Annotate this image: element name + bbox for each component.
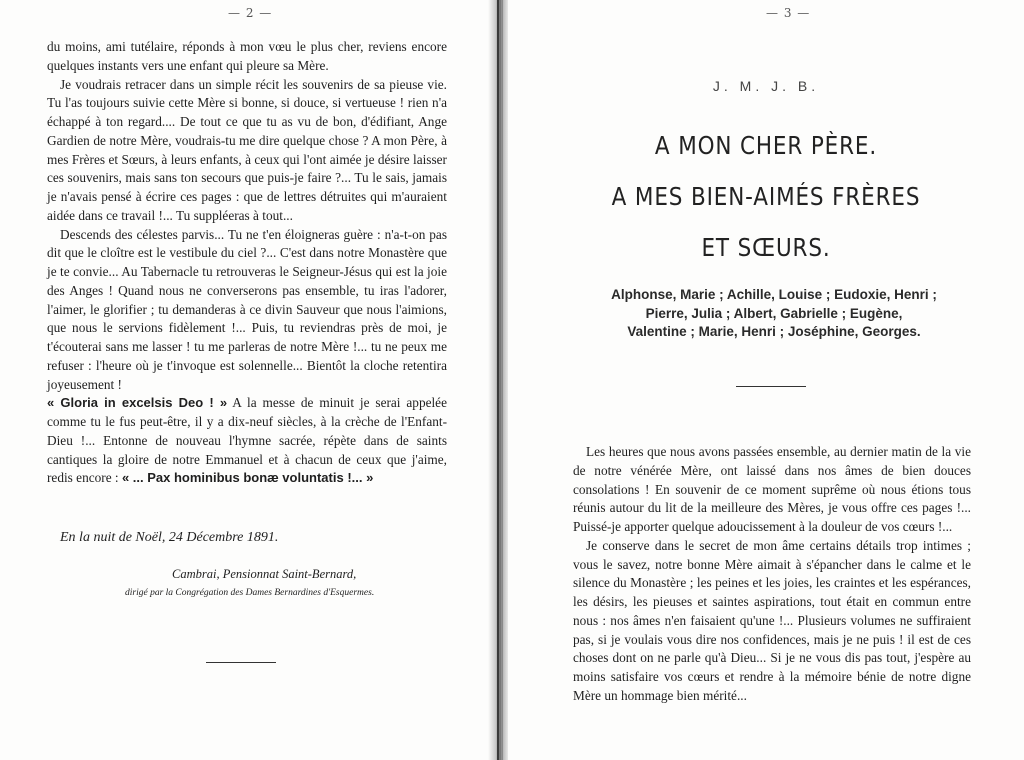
directed-line: dirigé par la Congrégation des Dames Bernardines d'Esquermes.: [125, 588, 375, 598]
pax-phrase: « ... Pax hominibus bonæ voluntatis !... »: [121, 470, 374, 486]
right-paragraph-2: Je conserve dans le secret de mon âme certains détails trop intimes ; vous le savez, notre bonne Mère aimait à s'épancher dans le calme et le silence du Monastère ; les peines et les joies, les craintes et les espérances, les désirs, les pieuses et saintes aspirations, tout était en commun entre nous : nos âmes n'en faisaient qu'une !... Plusieurs volumes ne suffiraient pas, si je voulais vous dire nos confidences, mais je ne puis ! il est de ces choses dont on ne parle qu'à Dieu... Si je ne vous dis pas tout, j'espère au moins satisfaire vos cœurs et rendre à la mémoire bénie de notre digne Mère un hommage bien mérité...: [573, 537, 971, 703]
page-number-left: — 2 —: [228, 6, 273, 20]
family-names: [574, 286, 974, 342]
place-line: Cambrai, Pensionnat Saint-Bernard,: [172, 567, 357, 581]
date-line: En la nuit de Noël, 24 Décembre 1891.: [60, 530, 279, 545]
left-paragraph-4-text: A la messe de minuit je serai appelée comme tu le fus peut-être, il y a dix-neuf siècles, à la crèche de l'Enfant-Dieu !... Entonne de nouveau l'hymne sacrée, répète dans de saints cantiques la gloire de notre Emmanuel et à chacun de ceux que j'aime, redis encore :: [47, 395, 447, 486]
left-paragraph-3: Descends des célestes parvis... Tu ne t'en éloigneras guère : n'a-t-on pas dit que le cloître est le vestibule du ciel ?... C'est dans notre Monastère que je te convie... Au Tabernacle tu retrouveras le Seigneur-Jésus qui est la joie des Anges ! Quand nous ne converserons pas ensemble, tu iras l'adorer, l'aimer, le glorifier ; tu demanderas à ce divin Sauveur que nous l'aimions, que nous le servions fidèlement !... Puis, tu reviendras près de moi, je t'écouterai sans me lasser ! tu me parleras de notre Mère !... tu ne peux me refuser : l'heure où je t'invoque est solennelle... Bientôt la cloche retentira joyeusement !: [47, 226, 447, 392]
names-line-1: Alphonse, Marie ; Achille, Louise ; Eudoxie, Henri ;: [611, 287, 937, 302]
dedication-line-1: A MON CHER PÈRE.: [654, 131, 878, 160]
gloria-phrase: « Gloria in excelsis Deo ! »: [47, 395, 228, 411]
gutter-line: [497, 0, 499, 760]
names-line-3: Valentine ; Marie, Henri ; Joséphine, Georges.: [627, 324, 921, 339]
left-page: [0, 0, 490, 760]
monogram: J. M. J. B.: [712, 78, 820, 94]
right-rule: [736, 386, 806, 387]
left-rule: [206, 662, 276, 663]
dedication-line-3: ET SŒURS.: [701, 233, 831, 262]
right-page: [508, 0, 1024, 760]
left-paragraph-2: Je voudrais retracer dans un simple récit les souvenirs de sa pieuse vie. Tu l'as toujours suivie cette Mère si bonne, si douce, si vertueuse ! rien n'a échappé à ton regard.... De tout ce que tu as vu de bon, d'édifiant, Ange Gardien de notre Mère, voudrais-tu me dire quelque chose ? A mon Père, à mes Frères et Sœurs, à leurs enfants, à ceux qui l'ont aimée je désire laisser ces souvenirs, mais sans ton secours que puis-je faire ?... Tu le sais, jamais je n'avais pensé à écrire ces pages : que de lettres détruites qui m'auraient aidée dans ce travail !... Tu suppléeras à tout...: [47, 76, 447, 223]
gutter-line-secondary: [502, 0, 503, 760]
left-paragraph-1: du moins, ami tutélaire, réponds à mon vœu le plus cher, reviens encore quelques instants vers une enfant qui pleure sa Mère.: [47, 39, 447, 73]
page-number-right: — 3 —: [766, 6, 811, 20]
book-gutter: [488, 0, 510, 760]
left-paragraph-4: [47, 394, 447, 488]
right-paragraph-1: Les heures que nous avons passées ensemble, au dernier matin de la vie de notre vénérée Mère, ont laissé dans nos âmes de bien douces consolations ! En souvenir de ce moment suprême où nous étions tous réunis autour du lit de la meilleure des Mères, je vous offre ces pages !... Puissé-je apporter quelque adoucissement à la douleur de vos cœurs !...: [573, 444, 971, 534]
left-body-text: [47, 38, 447, 488]
names-line-2: Pierre, Julia ; Albert, Gabrielle ; Eugène,: [645, 305, 903, 321]
dedication-line-2: A MES BIEN-AIMÉS FRÈRES: [611, 182, 921, 211]
right-body-text: [573, 443, 971, 706]
